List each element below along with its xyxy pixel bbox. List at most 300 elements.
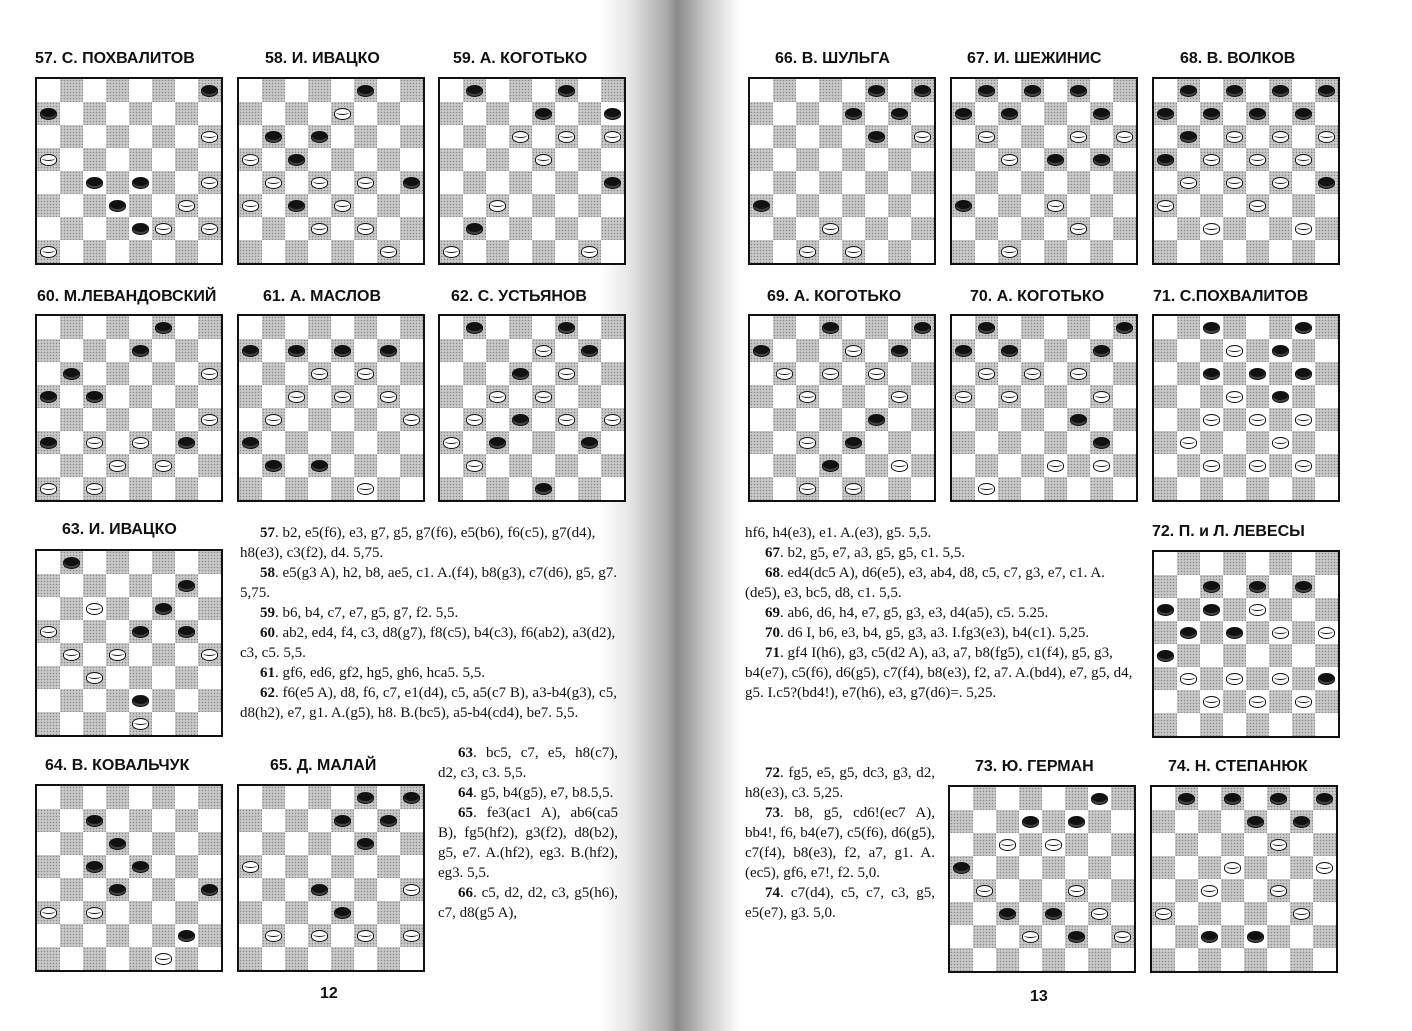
square-f1 [152,240,175,263]
square-a5 [37,385,60,408]
white-checker-icon [1295,223,1312,235]
solution-line [240,523,618,563]
square-f6 [354,832,377,855]
black-checker-icon [1316,793,1333,805]
solution-line [438,743,618,783]
solution-number: 70 [765,625,780,641]
square-b1 [1177,240,1200,263]
black-checker-icon [753,345,770,357]
white-checker-icon [109,649,126,661]
square-h8 [1315,316,1338,339]
white-checker-icon [334,200,351,212]
square-b7 [262,102,285,125]
square-b6 [1177,125,1200,148]
square-b2 [1177,217,1200,240]
white-checker-icon [155,953,172,965]
square-e1 [129,240,152,263]
square-c6 [1200,362,1223,385]
square-g2 [1292,217,1315,240]
black-checker-icon [1093,154,1110,166]
square-c3 [285,431,308,454]
square-c6 [1200,125,1223,148]
square-g2 [377,454,400,477]
white-checker-icon [311,223,328,235]
black-checker-icon [178,580,195,592]
square-c5 [285,148,308,171]
square-g2 [888,217,911,240]
black-checker-icon [132,345,149,357]
square-b7 [60,574,83,597]
square-c8 [486,79,509,102]
square-b7 [262,339,285,362]
square-b3 [1177,431,1200,454]
square-f2 [555,217,578,240]
square-g4 [377,878,400,901]
square-g7 [888,339,911,362]
square-c7 [1198,810,1221,833]
black-checker-icon [822,460,839,472]
square-e2 [1246,454,1269,477]
square-h2 [400,454,423,477]
white-checker-icon [489,200,506,212]
square-h3 [1111,902,1134,925]
white-checker-icon [1224,862,1241,874]
square-c1 [486,240,509,263]
checkers-board-69 [748,314,936,502]
square-f6 [354,125,377,148]
square-e2 [532,454,555,477]
square-h1 [1315,713,1338,736]
solution-line [240,563,618,603]
square-e3 [129,431,152,454]
square-e2 [532,217,555,240]
square-d3 [1221,902,1244,925]
square-a4 [950,879,973,902]
square-f8 [1067,316,1090,339]
square-g5 [578,385,601,408]
square-d7 [1223,339,1246,362]
square-a2 [750,454,773,477]
solution-text: . ed4(dc5 A), d6(e5), e3, ab4, d8, c5, c7, g3, e7, c1. A.(de5), e3, bc5, d8, c1. 5,5. [745,565,1105,601]
square-d7 [1021,339,1044,362]
black-checker-icon [512,368,529,380]
square-c6 [1198,833,1221,856]
white-checker-icon [1272,673,1289,685]
square-g4 [1292,644,1315,667]
black-checker-icon [311,131,328,143]
square-d1 [1223,477,1246,500]
square-c5 [83,620,106,643]
square-e8 [331,786,354,809]
solutions-left-bottom [438,743,618,923]
square-h7 [1111,810,1134,833]
square-d3 [106,431,129,454]
square-f2 [555,454,578,477]
square-c5 [285,855,308,878]
black-checker-icon [1180,627,1197,639]
square-a4 [440,408,463,431]
white-checker-icon [40,483,57,495]
black-checker-icon [955,108,972,120]
square-e5 [842,385,865,408]
square-e1 [1044,240,1067,263]
page-number-left: 12 [320,985,338,1002]
white-checker-icon [1091,908,1108,920]
square-a5 [239,855,262,878]
square-d4 [106,643,129,666]
white-checker-icon [380,246,397,258]
square-d8 [106,79,129,102]
square-f3 [865,431,888,454]
square-g4 [578,171,601,194]
square-d2 [106,924,129,947]
black-checker-icon [40,108,57,120]
square-a5 [952,385,975,408]
square-a1 [239,477,262,500]
black-checker-icon [155,603,172,615]
square-c2 [83,217,106,240]
square-f2 [152,217,175,240]
white-checker-icon [1295,414,1312,426]
square-d2 [1021,217,1044,240]
square-f3 [1269,667,1292,690]
square-g7 [377,339,400,362]
square-a2 [37,217,60,240]
square-f3 [865,194,888,217]
square-d2 [106,217,129,240]
square-g1 [1090,477,1113,500]
square-h2 [400,924,423,947]
problem-title-66: 66. В. ШУЛЬГА [775,50,890,67]
square-d3 [308,431,331,454]
square-f6 [865,125,888,148]
square-e6 [129,832,152,855]
square-a5 [37,855,60,878]
square-h1 [1111,948,1134,971]
square-e8 [129,551,152,574]
square-h1 [198,477,221,500]
square-h2 [1313,925,1336,948]
square-c1 [486,477,509,500]
square-a7 [952,339,975,362]
square-h1 [601,477,624,500]
square-a3 [1154,431,1177,454]
square-a2 [952,454,975,477]
square-c6 [285,832,308,855]
square-d5 [819,385,842,408]
square-b5 [60,385,83,408]
square-c4 [285,171,308,194]
solution-text: . gf6, ed6, gf2, hg5, gh6, hca5. 5,5. [275,665,485,681]
square-h2 [198,689,221,712]
square-a8 [440,316,463,339]
square-a1 [952,477,975,500]
white-checker-icon [1070,368,1087,380]
square-f8 [152,316,175,339]
square-c2 [796,217,819,240]
checkers-board-65 [237,784,425,972]
square-g6 [377,362,400,385]
white-checker-icon [1249,696,1266,708]
square-h5 [198,620,221,643]
square-f5 [354,148,377,171]
square-c8 [1200,79,1223,102]
square-h6 [911,362,934,385]
solution-number: 64 [458,785,473,801]
square-e2 [129,924,152,947]
square-b4 [262,878,285,901]
square-b5 [1175,856,1198,879]
square-d1 [1021,240,1044,263]
square-c6 [285,362,308,385]
square-a5 [1154,385,1177,408]
square-d7 [1223,102,1246,125]
square-e8 [331,316,354,339]
square-b1 [60,947,83,970]
square-e4 [331,171,354,194]
square-c4 [796,408,819,431]
square-f6 [152,362,175,385]
solution-line [745,603,1140,623]
square-e3 [842,194,865,217]
white-checker-icon [1249,604,1266,616]
square-f1 [354,477,377,500]
square-h8 [400,786,423,809]
square-c1 [1198,948,1221,971]
square-c6 [1200,598,1223,621]
square-e8 [1246,316,1269,339]
square-c6 [998,362,1021,385]
square-g4 [1290,879,1313,902]
black-checker-icon [1295,108,1312,120]
solution-number: 72 [765,765,780,781]
square-a4 [440,171,463,194]
solution-text: . ab2, ed4, f4, c3, d8(g7), f8(c5), b4(c3), f6(ab2), a3(d2), c3, c5. 5,5. [240,625,616,661]
square-c4 [1200,644,1223,667]
checkers-board-66 [748,77,936,265]
square-e7 [331,809,354,832]
square-g2 [175,689,198,712]
black-checker-icon [466,85,483,97]
square-g1 [578,240,601,263]
white-checker-icon [40,626,57,638]
square-f5 [1269,385,1292,408]
square-b8 [773,316,796,339]
square-a8 [750,316,773,339]
black-checker-icon [1226,85,1243,97]
square-b3 [60,901,83,924]
square-h2 [1315,454,1338,477]
square-b1 [973,948,996,971]
square-d5 [1021,148,1044,171]
black-checker-icon [40,437,57,449]
square-a8 [37,79,60,102]
square-a6 [37,597,60,620]
black-checker-icon [1203,368,1220,380]
square-e8 [1044,316,1067,339]
square-c2 [796,454,819,477]
square-a1 [239,240,262,263]
square-b8 [975,79,998,102]
square-e1 [129,477,152,500]
square-h8 [1315,552,1338,575]
checkers-board-73 [948,785,1136,973]
square-c1 [998,477,1021,500]
square-c4 [796,171,819,194]
square-h4 [198,643,221,666]
square-a6 [1154,125,1177,148]
black-checker-icon [1247,931,1264,943]
black-checker-icon [558,85,575,97]
square-e8 [1042,787,1065,810]
white-checker-icon [311,177,328,189]
square-e4 [1044,408,1067,431]
square-g3 [377,194,400,217]
square-g8 [1290,787,1313,810]
white-checker-icon [914,131,931,143]
white-checker-icon [799,437,816,449]
square-e2 [129,217,152,240]
square-d2 [106,454,129,477]
white-checker-icon [1316,862,1333,874]
solution-line [240,623,618,663]
square-f6 [865,362,888,385]
black-checker-icon [132,861,149,873]
square-c6 [796,362,819,385]
square-h8 [1111,787,1134,810]
square-c6 [998,125,1021,148]
square-c4 [486,171,509,194]
square-e4 [532,408,555,431]
square-f8 [1065,787,1088,810]
square-e2 [1244,925,1267,948]
square-f1 [354,947,377,970]
square-e8 [129,316,152,339]
square-a6 [750,125,773,148]
square-c4 [996,879,1019,902]
square-b2 [773,217,796,240]
square-b8 [60,79,83,102]
square-e4 [1244,879,1267,902]
square-g8 [377,786,400,809]
square-g6 [578,125,601,148]
white-checker-icon [265,414,282,426]
square-g1 [377,947,400,970]
square-h7 [198,339,221,362]
square-d8 [1223,79,1246,102]
white-checker-icon [1070,223,1087,235]
white-checker-icon [1318,131,1335,143]
square-e3 [1244,902,1267,925]
square-c3 [285,194,308,217]
square-b4 [1177,408,1200,431]
square-g2 [175,454,198,477]
problem-title-69: 69. А. КОГОТЬКО [767,288,902,305]
square-b6 [975,362,998,385]
square-e4 [842,171,865,194]
square-f7 [354,102,377,125]
square-f4 [1067,408,1090,431]
square-d8 [1223,552,1246,575]
white-checker-icon [201,368,218,380]
square-h4 [198,171,221,194]
square-e1 [129,947,152,970]
square-e2 [842,217,865,240]
square-b8 [1177,79,1200,102]
square-e5 [842,148,865,171]
white-checker-icon [40,907,57,919]
square-c3 [996,902,1019,925]
square-h3 [198,194,221,217]
square-d8 [819,79,842,102]
square-h3 [601,431,624,454]
square-b7 [60,102,83,125]
square-e3 [1044,431,1067,454]
square-a1 [1152,948,1175,971]
square-g5 [175,620,198,643]
black-checker-icon [1093,437,1110,449]
black-checker-icon [868,414,885,426]
square-d2 [308,924,331,947]
square-e2 [129,689,152,712]
white-checker-icon [776,368,793,380]
square-e1 [532,477,555,500]
square-c6 [996,833,1019,856]
square-h5 [911,385,934,408]
square-h4 [911,171,934,194]
square-g1 [377,240,400,263]
square-d5 [509,148,532,171]
square-b2 [973,925,996,948]
square-a6 [750,362,773,385]
square-c3 [796,431,819,454]
square-g5 [377,855,400,878]
square-h4 [1111,879,1134,902]
square-e2 [129,454,152,477]
square-c7 [486,102,509,125]
black-checker-icon [1226,627,1243,639]
square-e5 [331,385,354,408]
square-f4 [1269,644,1292,667]
square-c7 [998,102,1021,125]
square-d8 [1223,316,1246,339]
square-e4 [129,408,152,431]
square-g1 [1292,477,1315,500]
square-d7 [106,102,129,125]
black-checker-icon [978,322,995,334]
square-f4 [152,171,175,194]
square-e1 [1044,477,1067,500]
square-h8 [601,79,624,102]
square-b6 [60,362,83,385]
black-checker-icon [242,345,259,357]
square-f2 [354,217,377,240]
square-a3 [1154,194,1177,217]
square-g3 [175,431,198,454]
black-checker-icon [914,322,931,334]
square-h1 [400,947,423,970]
white-checker-icon [891,460,908,472]
square-d3 [1223,667,1246,690]
square-h8 [911,316,934,339]
square-g7 [1292,575,1315,598]
white-checker-icon [357,483,374,495]
square-e7 [842,339,865,362]
square-f2 [152,689,175,712]
square-f8 [555,79,578,102]
square-g8 [1292,79,1315,102]
square-a4 [1154,408,1177,431]
